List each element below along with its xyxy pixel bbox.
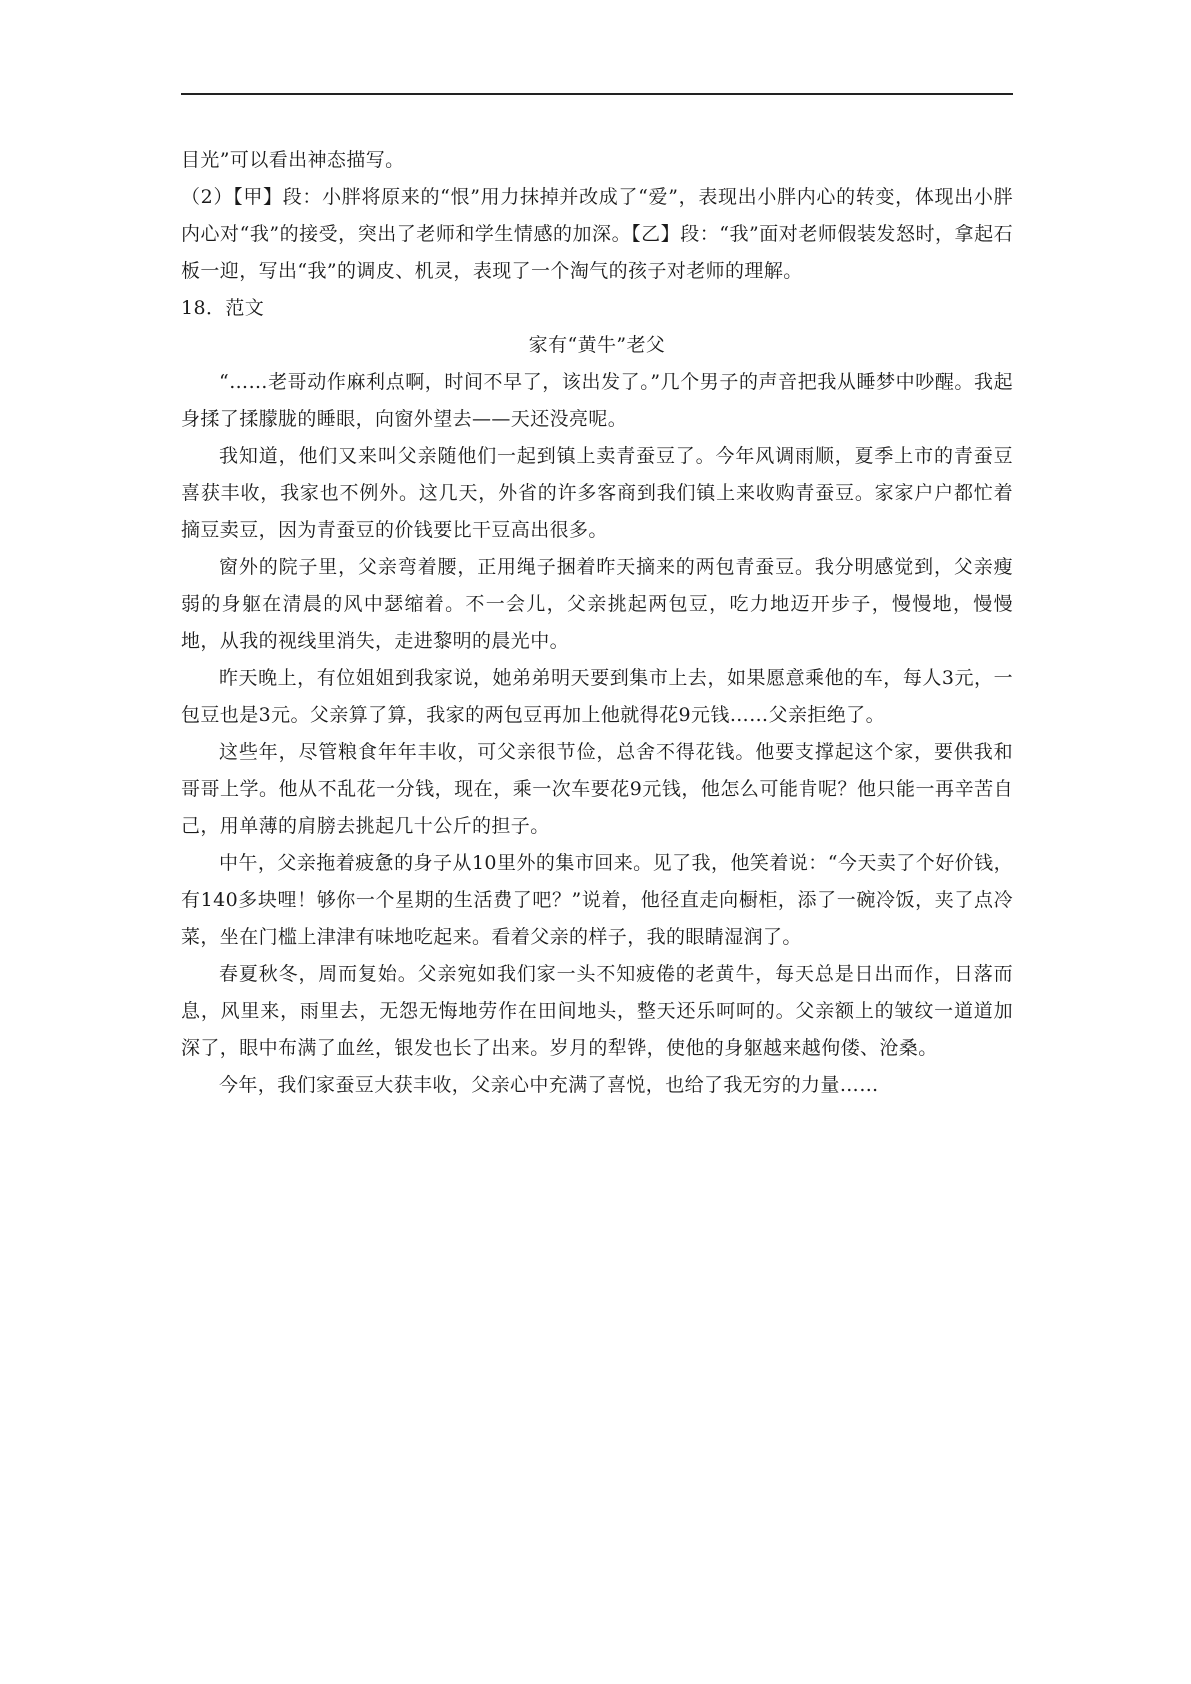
essay-paragraph: 今年，我们家蚕豆大获丰收，父亲心中充满了喜悦，也给了我无穷的力量……	[219, 1074, 879, 1096]
essay-paragraph: 窗外的院子里，父亲弯着腰，正用绳子捆着昨天摘来的两包青蚕豆。我分明感觉到，父亲瘦弱的身躯在清晨的风中瑟缩着。不一会儿，父亲挑起两包豆，吃力地迈开步子，慢慢地，慢慢地，从我的视线里消失，走进黎明的晨光中。	[181, 556, 1013, 652]
page-content	[181, 142, 1013, 1104]
essay-paragraph: 我知道，他们又来叫父亲随他们一起到镇上卖青蚕豆了。今年风调雨顺，夏季上市的青蚕豆喜获丰收，我家也不例外。这几天，外省的许多客商到我们镇上来收购青蚕豆。家家户户都忙着摘豆卖豆，因为青蚕豆的价钱要比干豆高出很多。	[181, 445, 1013, 541]
essay-paragraph: “……老哥动作麻利点啊，时间不早了，该出发了。”几个男子的声音把我从睡梦中吵醒。我起身揉了揉朦胧的睡眼，向窗外望去——天还没亮呢。	[181, 371, 1013, 430]
essay-paragraph: 这些年，尽管粮食年年丰收，可父亲很节俭，总舍不得花钱。他要支撑起这个家，要供我和哥哥上学。他从不乱花一分钱，现在，乘一次车要花9元钱，他怎么可能肯呢？他只能一再辛苦自己，用单薄的肩膀去挑起几十公斤的担子。	[181, 741, 1013, 837]
question-18-label: 18．范文	[181, 297, 265, 319]
essay-paragraph: 昨天晚上，有位姐姐到我家说，她弟弟明天要到集市上去，如果愿意乘他的车，每人3元，一包豆也是3元。父亲算了算，我家的两包豆再加上他就得花9元钱……父亲拒绝了。	[181, 667, 1013, 726]
answer-continued-line: 目光”可以看出神态描写。	[181, 149, 405, 171]
header-rule	[181, 93, 1013, 95]
answer-part-2: （2）【甲】段：小胖将原来的“恨”用力抹掉并改成了“爱”，表现出小胖内心的转变，体现出小胖内心对“我”的接受，突出了老师和学生情感的加深。【乙】段：“我”面对老师假装发怒时，拿起石板一迎，写出“我”的调皮、机灵，表现了一个淘气的孩子对老师的理解。	[181, 186, 1013, 282]
essay-title: 家有“黄牛”老父	[528, 334, 666, 356]
essay-paragraph: 春夏秋冬，周而复始。父亲宛如我们家一头不知疲倦的老黄牛，每天总是日出而作，日落而息，风里来，雨里去，无怨无悔地劳作在田间地头，整天还乐呵呵的。父亲额上的皱纹一道道加深了，眼中布满了血丝，银发也长了出来。岁月的犁铧，使他的身躯越来越佝偻、沧桑。	[181, 963, 1013, 1059]
essay-paragraph: 中午，父亲拖着疲惫的身子从10里外的集市回来。见了我，他笑着说：“今天卖了个好价钱，有140多块哩！够你一个星期的生活费了吧？”说着，他径直走向橱柜，添了一碗冷饭，夹了点冷菜，坐在门槛上津津有味地吃起来。看着父亲的样子，我的眼睛湿润了。	[181, 852, 1013, 948]
